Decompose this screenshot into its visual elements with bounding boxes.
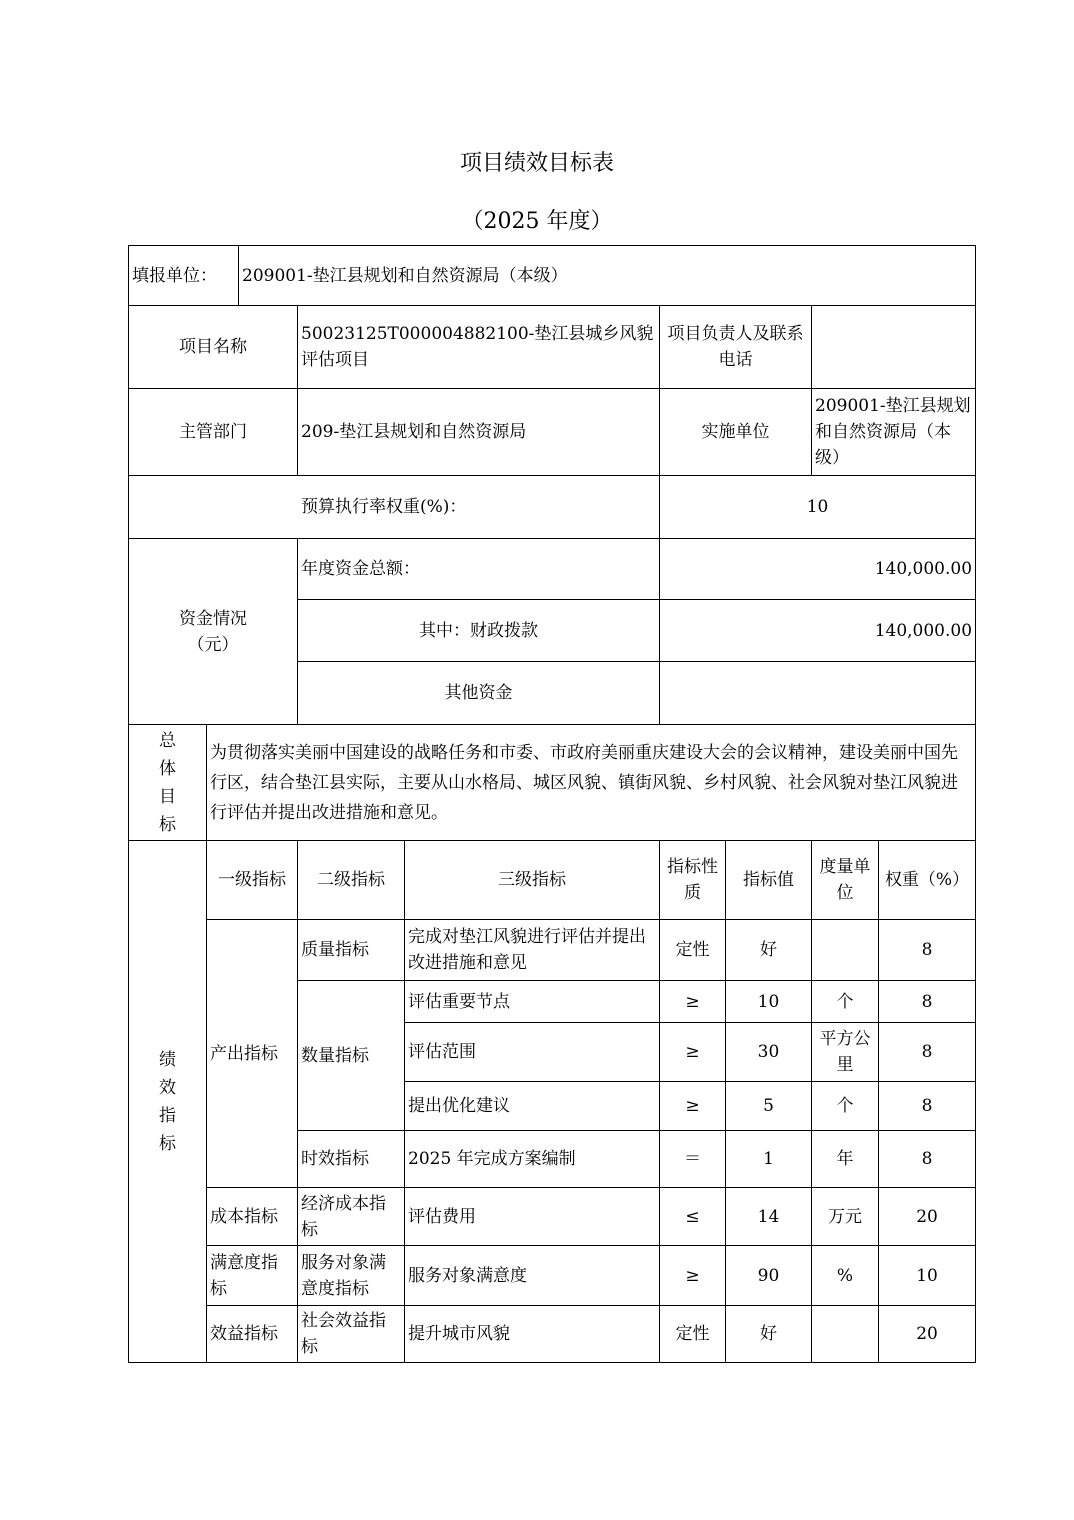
row-weight: 8 xyxy=(879,1082,976,1131)
row-unit xyxy=(812,1306,879,1363)
row-l3: 完成对垫江风貌进行评估并提出改进措施和意见 xyxy=(405,920,660,981)
project-lead-label: 项目负责人及联系电话 xyxy=(660,306,812,389)
budget-rate-label: 预算执行率权重(%)： xyxy=(129,476,660,539)
funds-label: 资金情况（元） xyxy=(129,539,298,725)
row-value: 14 xyxy=(726,1188,812,1246)
project-name-label: 项目名称 xyxy=(129,306,298,389)
group-econ-cost: 经济成本指标 xyxy=(298,1188,405,1246)
row-unit: 个 xyxy=(812,981,879,1023)
funds-other-label: 其他资金 xyxy=(298,662,660,725)
row-nature: ≥ xyxy=(660,1246,726,1306)
row-l3: 评估费用 xyxy=(405,1188,660,1246)
row-weight: 8 xyxy=(879,1023,976,1082)
performance-table xyxy=(128,245,976,1363)
row-value: 90 xyxy=(726,1246,812,1306)
row-value: 30 xyxy=(726,1023,812,1082)
row-unit: 万元 xyxy=(812,1188,879,1246)
row-unit: 年 xyxy=(812,1131,879,1188)
goal-label: 总体目标 xyxy=(129,725,207,841)
funds-other-value xyxy=(660,662,976,725)
row-nature: 定性 xyxy=(660,1306,726,1363)
row-nature: ≥ xyxy=(660,1082,726,1131)
row-unit: 平方公里 xyxy=(812,1023,879,1082)
row-value: 5 xyxy=(726,1082,812,1131)
row-nature: ≥ xyxy=(660,981,726,1023)
row-weight: 8 xyxy=(879,981,976,1023)
group-output: 产出指标 xyxy=(207,920,298,1188)
budget-rate-value: 10 xyxy=(660,476,976,539)
header-unit: 度量单位 xyxy=(812,841,879,920)
row-weight: 10 xyxy=(879,1246,976,1306)
table-row xyxy=(129,1188,976,1246)
row-l3: 提出优化建议 xyxy=(405,1082,660,1131)
goal-text: 为贯彻落实美丽中国建设的战略任务和市委、市政府美丽重庆建设大会的会议精神，建设美丽中国先行区，结合垫江县实际，主要从山水格局、城区风貌、镇街风貌、乡村风貌、社会风貌对垫江风貌进行评估并提出改进措施和意见。 xyxy=(207,725,976,841)
row-l3: 2025 年完成方案编制 xyxy=(405,1131,660,1188)
row-nature: ≤ xyxy=(660,1188,726,1246)
group-timeliness: 时效指标 xyxy=(298,1131,405,1188)
row-weight: 8 xyxy=(879,920,976,981)
row-l3: 评估重要节点 xyxy=(405,981,660,1023)
page-subtitle: （2025 年度） xyxy=(461,209,613,234)
row-nature: 定性 xyxy=(660,920,726,981)
group-quantity: 数量指标 xyxy=(298,981,405,1131)
dept-label: 主管部门 xyxy=(129,389,298,476)
group-satisfaction: 满意度指标 xyxy=(207,1246,298,1306)
fill-unit-value: 209001-垫江县规划和自然资源局（本级） xyxy=(239,246,976,306)
funds-total-value: 140,000.00 xyxy=(660,539,976,600)
row-unit: 个 xyxy=(812,1082,879,1131)
impl-unit-label: 实施单位 xyxy=(660,389,812,476)
row-weight: 20 xyxy=(879,1306,976,1363)
funds-fiscal-label: 其中：财政拨款 xyxy=(298,600,660,662)
header-l3: 三级指标 xyxy=(405,841,660,920)
header-weight: 权重（%） xyxy=(879,841,976,920)
group-cost: 成本指标 xyxy=(207,1188,298,1246)
row-value: 好 xyxy=(726,1306,812,1363)
row-nature: ＝ xyxy=(660,1131,726,1188)
table-row xyxy=(129,1306,976,1363)
header-value: 指标值 xyxy=(726,841,812,920)
row-l3: 服务对象满意度 xyxy=(405,1246,660,1306)
fill-unit-label: 填报单位： xyxy=(129,246,239,306)
funds-fiscal-value: 140,000.00 xyxy=(660,600,976,662)
project-name-value: 50023125T000004882100-垫江县城乡风貌评估项目 xyxy=(298,306,660,389)
group-service-satisfaction: 服务对象满意度指标 xyxy=(298,1246,405,1306)
row-weight: 20 xyxy=(879,1188,976,1246)
impl-unit-value: 209001-垫江县规划和自然资源局（本级） xyxy=(812,389,976,476)
row-nature: ≥ xyxy=(660,1023,726,1082)
row-l3: 评估范围 xyxy=(405,1023,660,1082)
row-value: 好 xyxy=(726,920,812,981)
group-social-benefit: 社会效益指标 xyxy=(298,1306,405,1363)
row-unit xyxy=(812,920,879,981)
dept-value: 209-垫江县规划和自然资源局 xyxy=(298,389,660,476)
project-lead-value xyxy=(812,306,976,389)
row-value: 1 xyxy=(726,1131,812,1188)
row-l3: 提升城市风貌 xyxy=(405,1306,660,1363)
group-quality: 质量指标 xyxy=(298,920,405,981)
header-l1: 一级指标 xyxy=(207,841,298,920)
table-row xyxy=(129,1246,976,1306)
perf-label: 绩效指标 xyxy=(129,841,207,1363)
row-weight: 8 xyxy=(879,1131,976,1188)
funds-total-label: 年度资金总额： xyxy=(298,539,660,600)
row-unit: % xyxy=(812,1246,879,1306)
row-value: 10 xyxy=(726,981,812,1023)
group-benefit: 效益指标 xyxy=(207,1306,298,1363)
page-title: 项目绩效目标表 xyxy=(459,151,614,176)
header-nature: 指标性质 xyxy=(660,841,726,920)
header-l2: 二级指标 xyxy=(298,841,405,920)
table-row xyxy=(129,920,976,981)
